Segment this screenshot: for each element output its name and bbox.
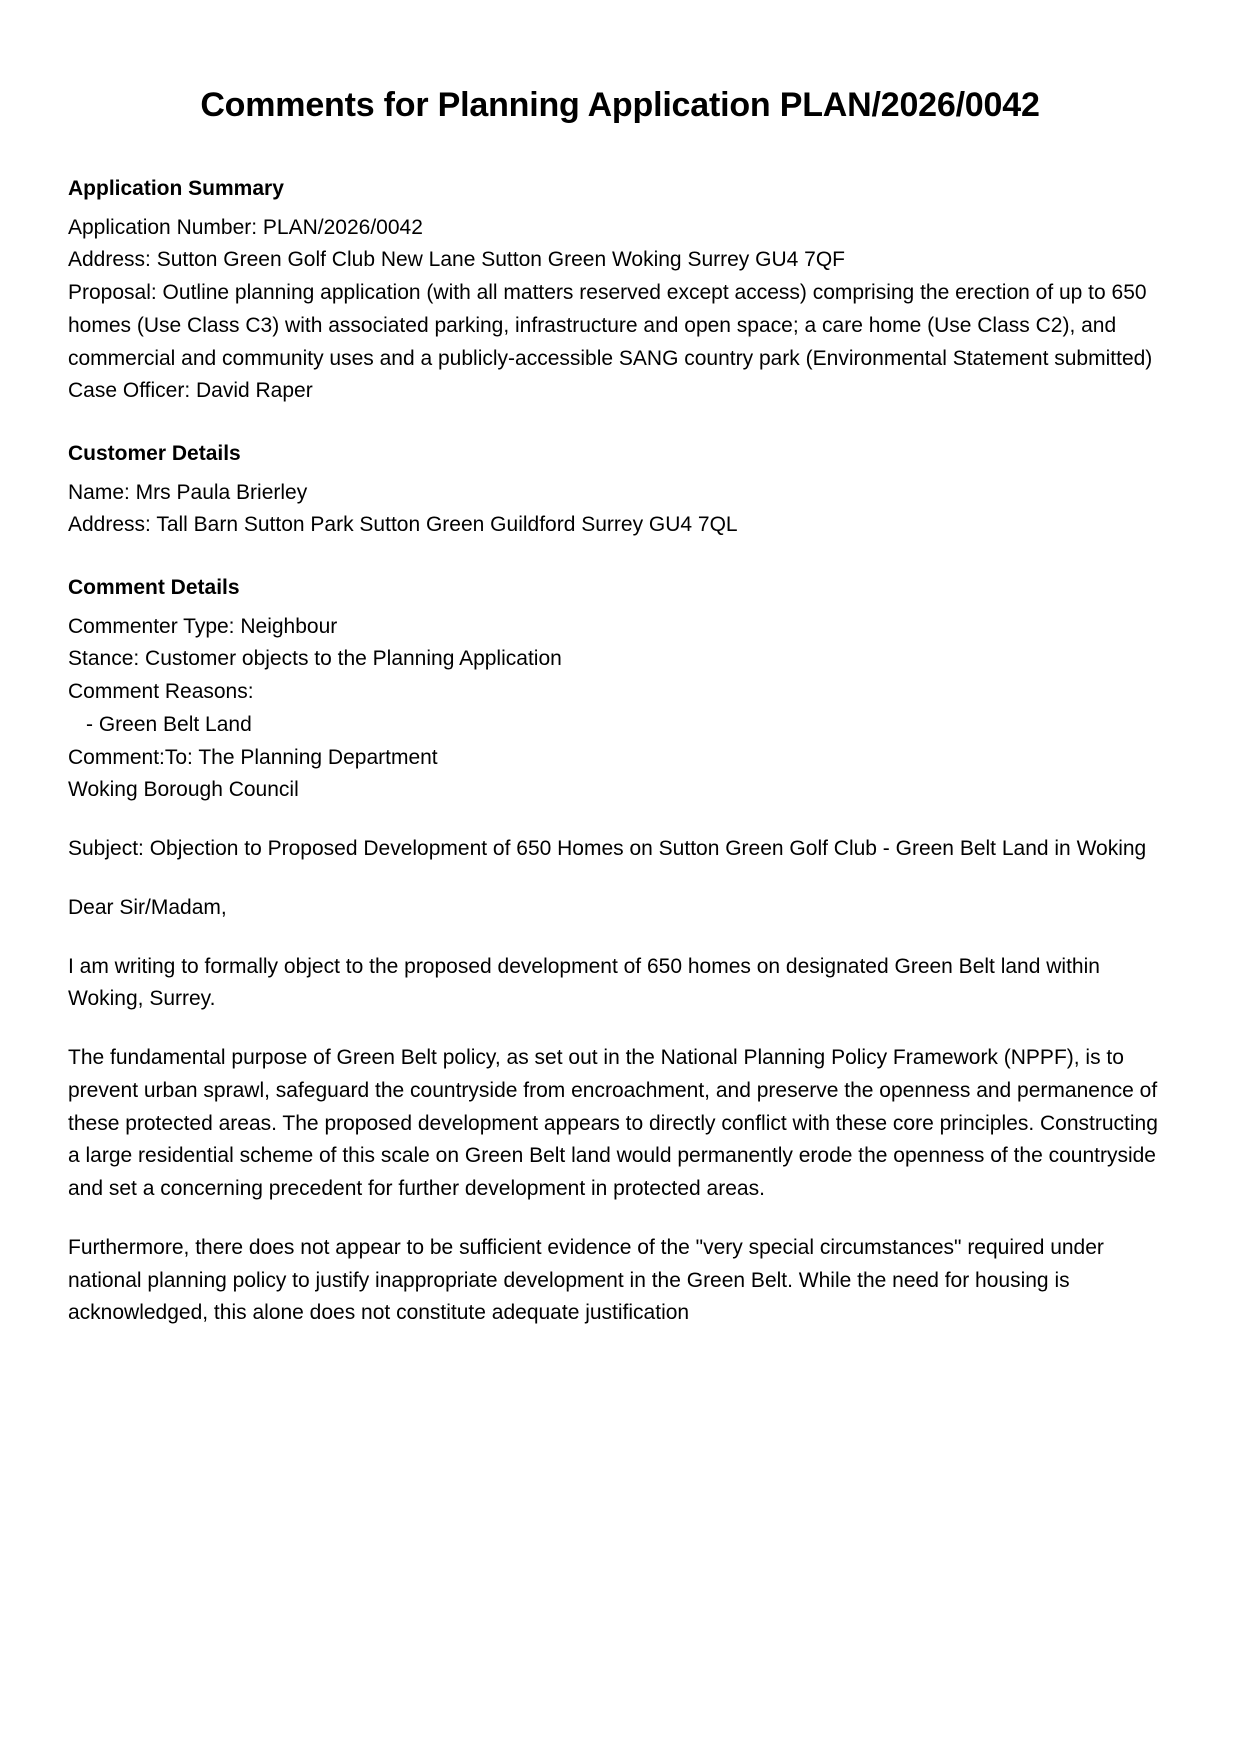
- application-number: Application Number: PLAN/2026/0042: [68, 215, 423, 239]
- application-summary-heading: Application Summary: [68, 177, 284, 200]
- customer-details-section: [68, 438, 1172, 542]
- comment-details-section: [68, 572, 1172, 1330]
- commenter-type: Commenter Type: Neighbour: [68, 614, 338, 638]
- customer-address: Address: Tall Barn Sutton Park Sutton Green Guildford Surrey GU4 7QL: [68, 513, 738, 537]
- comment-salutation: Dear Sir/Madam,: [68, 895, 227, 919]
- comment-paragraph: I am writing to formally object to the proposed development of 650 homes on designated Green Belt land within Woking, Surrey.: [68, 954, 1100, 1011]
- commenter-stance: Stance: Customer objects to the Planning Application: [68, 647, 562, 671]
- comment-reasons-label: Comment Reasons:: [68, 680, 254, 704]
- page-title: Comments for Planning Application PLAN/2026/0042: [200, 86, 1040, 124]
- comment-intro: Comment:To: The Planning Department: [68, 745, 438, 769]
- comment-council: Woking Borough Council: [68, 778, 299, 802]
- comment-subject: Subject: Objection to Proposed Development of 650 Homes on Sutton Green Golf Club - Green Belt Land in Woking: [68, 837, 1147, 861]
- customer-name: Name: Mrs Paula Brierley: [68, 480, 308, 504]
- spacer: [68, 807, 1172, 833]
- case-officer: Case Officer: David Raper: [68, 379, 313, 403]
- comment-reason-item: - Green Belt Land: [86, 712, 252, 736]
- comment-paragraph: Furthermore, there does not appear to be sufficient evidence of the "very special circumstances" required under national planning policy to justify inappropriate development in the Green Belt. While the need for housing is acknowledged, this alone does not constitute adequate justification: [68, 1235, 1104, 1325]
- application-address: Address: Sutton Green Golf Club New Lane Sutton Green Woking Surrey GU4 7QF: [68, 248, 845, 272]
- application-summary-section: [68, 173, 1172, 408]
- comment-paragraph: The fundamental purpose of Green Belt policy, as set out in the National Planning Policy Framework (NPPF), is to prevent urban sprawl, safeguard the countryside from encroachment, and preserve the openness and permanence of these protected areas. The proposed development appears to directly conflict with these core principles. Constructing a large residential scheme of this scale on Green Belt land would permanently erode the openness of the countryside and set a concerning precedent for further development in protected areas.: [68, 1046, 1158, 1201]
- comment-details-heading: Comment Details: [68, 576, 240, 600]
- application-proposal: Proposal: Outline planning application (with all matters reserved except access) comprising the erection of up to 650 homes (Use Class C3) with associated parking, infrastructure and open space; a care home (Use Class C2), and commercial and community uses and a publicly-accessible SANG country park (Environmental Statement submitted): [68, 281, 1153, 370]
- customer-details-heading: Customer Details: [68, 442, 241, 466]
